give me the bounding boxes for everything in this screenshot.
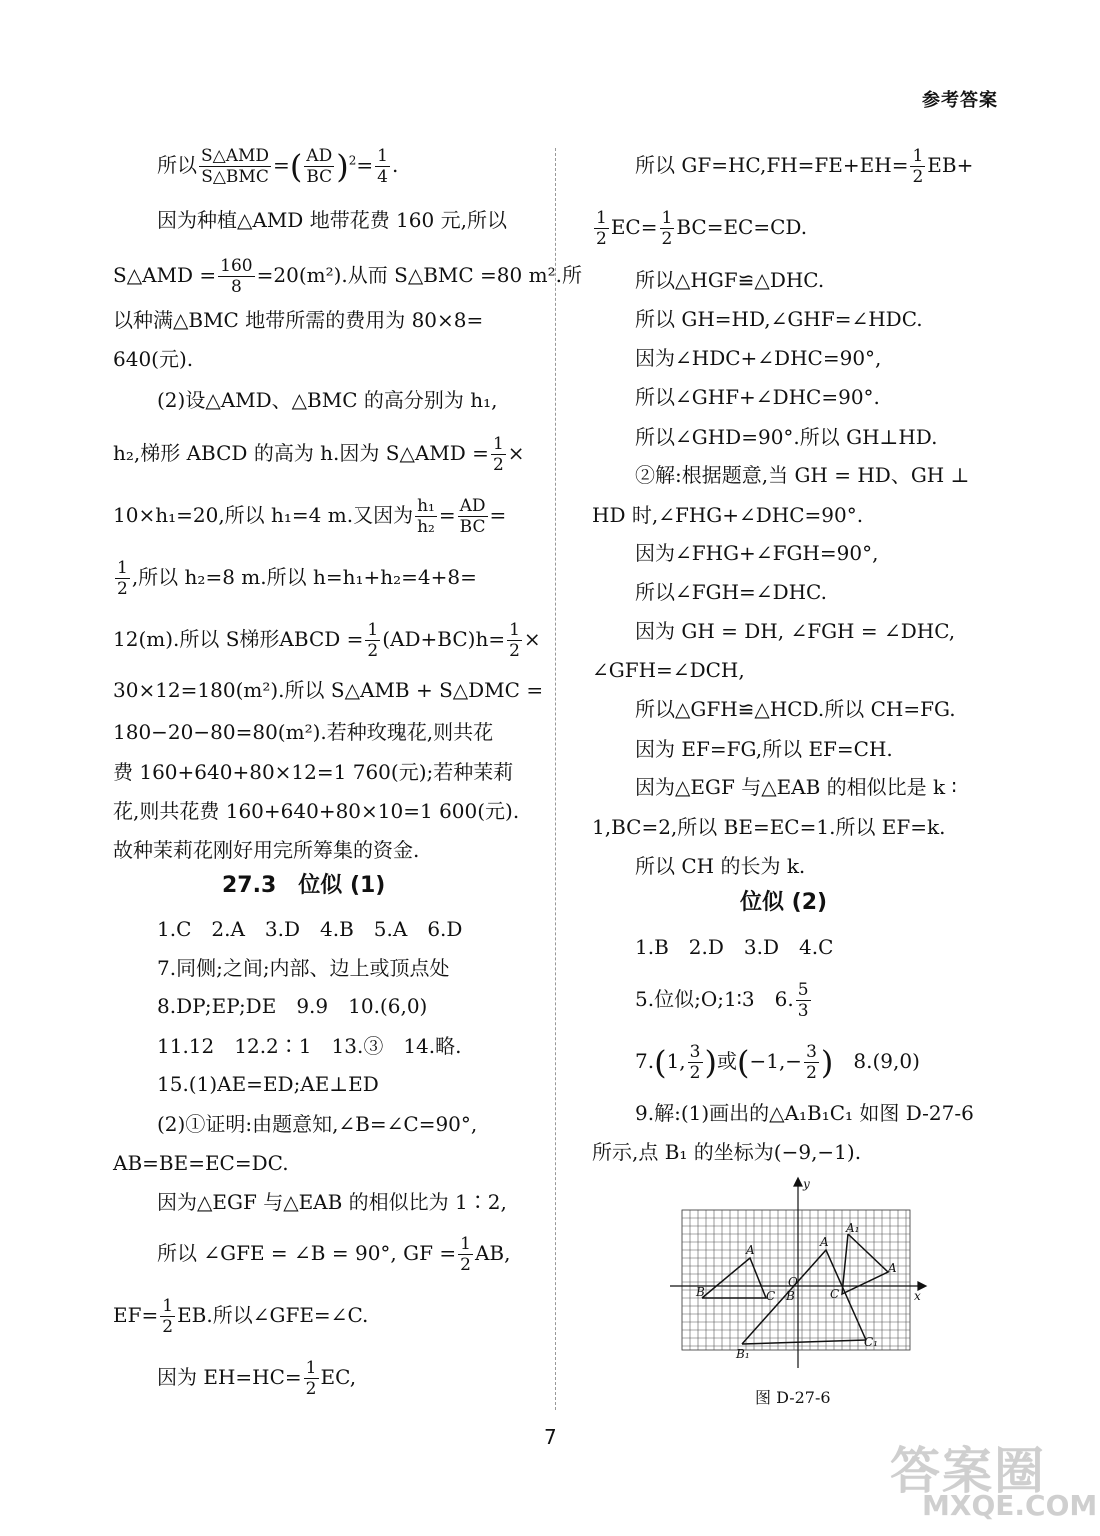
denominator: 2	[806, 1063, 817, 1083]
text: 1,	[666, 1049, 686, 1073]
answer-line	[635, 1042, 920, 1083]
numerator: AD	[459, 496, 486, 516]
fraction	[491, 434, 506, 475]
watermark-logo-text: 答案圈	[890, 1442, 1046, 1500]
fraction	[458, 1234, 473, 1275]
fraction	[304, 146, 334, 187]
y-axis-arrow	[794, 1178, 802, 1186]
label-o: O	[788, 1275, 798, 1289]
answer-line: 11.12 12.2∶1 13.③ 14.略.	[157, 1034, 462, 1058]
answer-line: 15.(1)AE=ED;AE⊥ED	[157, 1072, 379, 1096]
answer-line: 花,则共花费 160+640+80×10=1 600(元).	[113, 799, 520, 823]
label-a1: A	[820, 1235, 829, 1249]
answer-line: 640(元).	[113, 347, 194, 371]
label-y: y	[803, 1177, 810, 1191]
fraction	[115, 558, 130, 599]
answer-line: 因为∠FHG+∠FGH=90°,	[635, 541, 879, 565]
answer-line: 7.同侧;之间;内部、边上或顶点处	[157, 956, 450, 980]
fraction	[458, 496, 488, 537]
fraction	[365, 620, 380, 661]
text: =20(m²).从而 S△BMC =80 m².所	[256, 263, 582, 287]
answer-line	[113, 256, 582, 297]
exponent: 2	[348, 153, 357, 168]
text: =	[489, 503, 507, 527]
text: =	[273, 153, 290, 177]
answer-line: 因为 GH = DH, ∠FGH = ∠DHC,	[635, 619, 956, 643]
text: 所以	[157, 153, 197, 177]
fraction	[218, 256, 254, 297]
answer-line: 以种满△BMC 地带所需的费用为 80×8=	[113, 308, 484, 332]
answer-line: HD 时,∠FHG+∠DHC=90°.	[592, 503, 864, 527]
text: (AD+BC)h=	[382, 627, 506, 651]
numerator: 1	[460, 1234, 471, 1254]
answer-line: AB=BE=EC=DC.	[113, 1151, 289, 1175]
fraction	[688, 1042, 703, 1083]
figure-caption: 图 D-27-6	[755, 1388, 831, 1407]
numerator: 3	[806, 1042, 817, 1062]
answer-line: 因为∠HDC+∠DHC=90°,	[635, 346, 882, 370]
answer-line	[113, 434, 525, 475]
numerator: 1	[596, 208, 607, 228]
answer-line	[113, 558, 477, 599]
column-divider	[555, 148, 556, 1410]
label-a-tip: A	[888, 1261, 897, 1275]
numerator: 1	[509, 620, 520, 640]
text: 所以 GF=HC,FH=FE+EH=	[635, 153, 909, 177]
label-c: C	[766, 1289, 776, 1303]
answer-line	[113, 620, 541, 661]
label-c2: C	[830, 1287, 840, 1301]
answer-line: 1.B 2.D 3.D 4.C	[635, 935, 834, 959]
answer-line: (2)设△AMD、△BMC 的高分别为 h₁,	[157, 388, 498, 412]
text: −1,−	[749, 1049, 803, 1073]
fraction	[160, 1296, 175, 1337]
answer-line: 8.DP;EP;DE 9.9 10.(6,0)	[157, 994, 428, 1018]
denominator: 2	[367, 641, 379, 661]
denominator: 2	[305, 1379, 317, 1399]
numerator: 1	[117, 558, 128, 578]
fraction	[804, 1042, 819, 1083]
page-number: 7	[544, 1425, 557, 1449]
fraction	[304, 1358, 319, 1399]
denominator: h₂	[417, 517, 435, 537]
answer-line: (2)①证明:由题意知,∠B=∠C=90°,	[157, 1112, 478, 1136]
denominator: S△BMC	[201, 167, 269, 187]
answer-line: 所以∠FGH=∠DHC.	[635, 580, 827, 604]
numerator: 1	[492, 434, 504, 454]
label-x: x	[914, 1289, 921, 1303]
fraction	[910, 146, 925, 187]
section-title: 27.3 位似 (1)	[222, 873, 386, 898]
answer-line: 故种茉莉花刚好用完所筹集的资金.	[113, 838, 420, 862]
denominator: 2	[492, 455, 504, 475]
numerator: 1	[377, 146, 388, 166]
answer-line	[157, 1358, 356, 1399]
answer-line	[635, 146, 973, 187]
text: 7.	[635, 1049, 655, 1073]
answer-line: 所以∠GHD=90°.所以 GH⊥HD.	[635, 425, 938, 449]
answer-line	[113, 1296, 368, 1337]
answer-line: 因为 EF=FG,所以 EF=CH.	[635, 737, 893, 761]
numerator: 5	[797, 980, 809, 1000]
numerator: h₁	[417, 496, 435, 516]
text: BC=EC=CD.	[676, 215, 808, 239]
denominator: 2	[912, 167, 924, 187]
fraction	[199, 146, 271, 187]
label-b2: B	[786, 1289, 795, 1303]
answer-line: 所以 CH 的长为 k.	[635, 854, 806, 878]
numerator: S△AMD	[201, 146, 270, 166]
denominator: 2	[689, 1063, 701, 1083]
text: 因为 EH=HC=	[157, 1365, 302, 1389]
answer-line: 1,BC=2,所以 BE=EC=1.所以 EF=k.	[592, 815, 946, 839]
denominator: 2	[460, 1255, 471, 1275]
denominator: BC	[459, 517, 486, 537]
denominator: 8	[230, 277, 242, 297]
text: ×	[507, 441, 525, 465]
numerator: 1	[912, 146, 924, 166]
answer-line: 所以∠GHF+∠DHC=90°.	[635, 385, 880, 409]
answer-line: ∠GFH=∠DCH,	[592, 658, 745, 682]
section-title: 位似 (2)	[740, 890, 828, 915]
answer-line	[592, 208, 807, 249]
paren: )	[704, 1043, 717, 1082]
fraction	[507, 620, 522, 661]
text: EB+	[927, 153, 974, 177]
answer-line: 所以 GH=HD,∠GHF=∠HDC.	[635, 307, 923, 331]
text: EC,	[320, 1365, 357, 1389]
answer-line: 9.解:(1)画出的△A₁B₁C₁ 如图 D-27-6	[635, 1101, 974, 1125]
answer-line	[635, 980, 813, 1021]
text: 8.(9,0)	[833, 1049, 920, 1073]
denominator: 4	[377, 167, 388, 187]
answer-line: 因为种植△AMD 地带花费 160 元,所以	[157, 208, 507, 232]
answer-line	[157, 1234, 510, 1275]
text: EC=	[610, 215, 658, 239]
text: AB,	[474, 1241, 511, 1265]
paren: (	[736, 1043, 750, 1082]
answer-line: 180−20−80=80(m²).若种玫瑰花,则共花	[113, 720, 494, 744]
numerator: 160	[220, 256, 253, 276]
paren: (	[654, 1043, 667, 1082]
numerator: 1	[661, 208, 673, 228]
text: 5.位似;O;1∶3 6.	[635, 987, 794, 1011]
denominator: 2	[509, 641, 520, 661]
text: 或	[716, 1049, 737, 1073]
answer-line: 所以△GFH≌△HCD.所以 CH=FG.	[635, 697, 956, 721]
answer-line: 30×12=180(m²).所以 S△AMB + S△DMC =	[113, 678, 544, 702]
label-b: B	[696, 1285, 705, 1299]
denominator: 2	[162, 1317, 174, 1337]
text: S△AMD =	[113, 263, 217, 287]
text: .	[391, 153, 399, 177]
labels	[695, 1177, 921, 1361]
label-a: A	[746, 1243, 755, 1257]
numerator: 1	[305, 1358, 317, 1378]
triangle-large-base	[742, 1340, 866, 1344]
answer-line: 费 160+640+80×12=1 760(元);若种茉莉	[113, 760, 514, 784]
paren: )	[820, 1043, 834, 1082]
text: ,所以 h₂=8 m.所以 h=h₁+h₂=4+8=	[131, 565, 477, 589]
watermark-url: MXQE.COM	[922, 1489, 1098, 1522]
label-a-right: A₁	[846, 1221, 860, 1235]
answer-line: 所示,点 B₁ 的坐标为(−9,−1).	[592, 1140, 862, 1164]
fraction	[375, 146, 390, 187]
fraction	[660, 208, 675, 249]
numerator: AD	[306, 146, 333, 166]
text: =	[438, 503, 456, 527]
label-b1: B₁	[736, 1347, 750, 1361]
fraction	[415, 496, 437, 537]
fraction	[594, 208, 609, 249]
denominator: BC	[306, 167, 333, 187]
text: EB.所以∠GFE=∠C.	[177, 1303, 369, 1327]
numerator: 3	[689, 1042, 701, 1062]
answer-line: 因为△EGF 与△EAB 的相似比为 1∶2,	[157, 1190, 507, 1214]
label-c1: C₁	[864, 1335, 878, 1349]
answer-line: 1.C 2.A 3.D 4.B 5.A 6.D	[157, 917, 463, 941]
fraction	[796, 980, 811, 1021]
text: EF=	[113, 1303, 159, 1327]
text: ×	[523, 627, 541, 651]
denominator: 2	[596, 229, 607, 249]
denominator: 3	[797, 1001, 809, 1021]
text: 所以 ∠GFE = ∠B = 90°, GF =	[157, 1241, 457, 1265]
denominator: 2	[117, 579, 128, 599]
answer-line: 因为△EGF 与△EAB 的相似比是 k ∶	[635, 775, 957, 799]
triangle-right	[842, 1234, 888, 1294]
numerator: 1	[367, 620, 379, 640]
answer-line: ②解:根据题意,当 GH = HD、GH ⊥	[635, 463, 970, 487]
page-header-title: 参考答案	[922, 90, 998, 111]
answer-line: 所以 $\frac{\text{S△AMD}}{\text{S△BMC}}$ =( $\frac{AD}{BC}$ )$^2$= $\frac{1}{4}$ .	[157, 146, 399, 187]
text: 12(m).所以 S梯形ABCD =	[113, 627, 364, 651]
triangle-small	[702, 1258, 766, 1298]
numerator: 1	[162, 1296, 174, 1316]
answer-line: 所以△HGF≌△DHC.	[635, 268, 825, 292]
answer-line	[113, 496, 506, 537]
denominator: 2	[661, 229, 673, 249]
coordinate-grid-figure	[670, 1176, 930, 1376]
watermark	[880, 1431, 1098, 1526]
text: 10×h₁=20,所以 h₁=4 m.又因为	[113, 503, 414, 527]
text: =	[356, 153, 374, 177]
text: h₂,梯形 ABCD 的高为 h.因为 S△AMD =	[113, 441, 489, 465]
